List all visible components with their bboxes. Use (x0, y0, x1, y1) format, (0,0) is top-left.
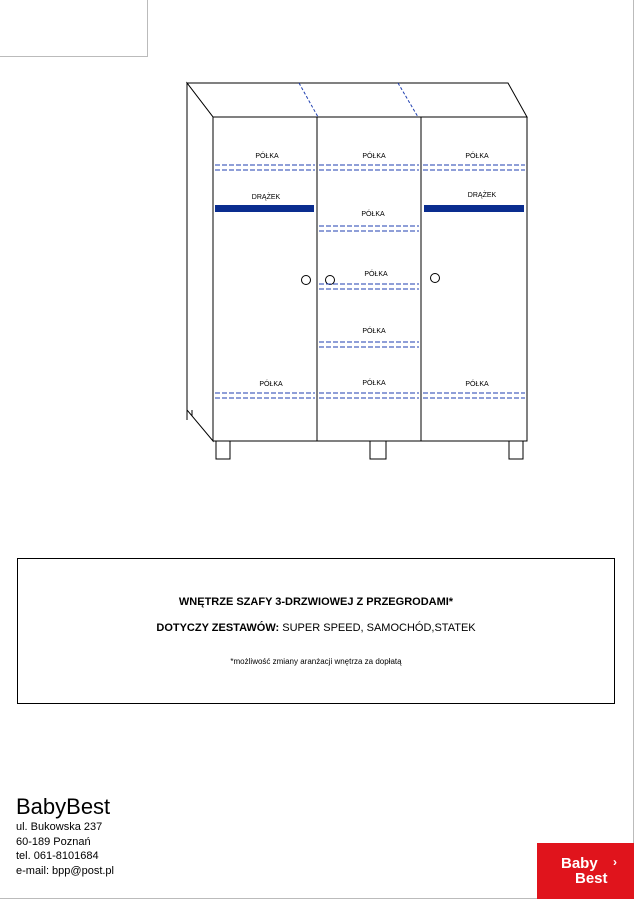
label-left-bottom: PÓŁKA (259, 381, 283, 388)
door-middle (317, 117, 421, 441)
company-phone: tel. 061-8101684 (16, 850, 99, 862)
logo-line-1: Baby (561, 855, 598, 872)
label-mid-5: PÓŁKA (362, 380, 386, 387)
company-street: ul. Bukowska 237 (16, 821, 103, 833)
info-box (17, 558, 615, 704)
label-mid-1: PÓŁKA (362, 153, 386, 160)
hanging-rod-right (424, 205, 524, 212)
label-mid-4: PÓŁKA (362, 328, 386, 335)
brand-logo (537, 843, 634, 899)
door-right (421, 117, 527, 441)
leg (509, 441, 523, 459)
company-city: 60-189 Poznań (16, 835, 91, 848)
info-title: WNĘTRZE SZAFY 3-DRZWIOWEJ Z PRZEGRODAMI* (178, 596, 454, 608)
label-mid-2: PÓŁKA (361, 211, 385, 218)
hanging-rod-left (215, 205, 314, 212)
label-right-bottom: PÓŁKA (465, 381, 489, 388)
logo-arrow-icon: › (613, 855, 617, 869)
label-left-top: PÓŁKA (255, 153, 279, 160)
logo-line-2: Best (575, 870, 608, 887)
company-name: BabyBest (16, 794, 111, 819)
company-block (16, 794, 114, 878)
wardrobe-side (187, 83, 213, 441)
leg (216, 441, 230, 459)
wardrobe-top (187, 83, 527, 117)
label-right-rod: DRĄŻEK (467, 192, 497, 199)
company-email: e-mail: bpp@post.pl (16, 864, 114, 877)
sets-value: SUPER SPEED, SAMOCHÓD,STATEK (279, 622, 476, 634)
label-right-top: PÓŁKA (465, 153, 489, 160)
info-note: *możliwość zmiany aranżacji wnętrza za dopłatą (230, 657, 402, 666)
label-left-rod: DRĄŻEK (251, 194, 281, 201)
info-sets (18, 622, 614, 634)
label-mid-3: PÓŁKA (364, 271, 388, 278)
leg (370, 441, 386, 459)
sets-label: DOTYCZY ZESTAWÓW: (156, 622, 280, 634)
